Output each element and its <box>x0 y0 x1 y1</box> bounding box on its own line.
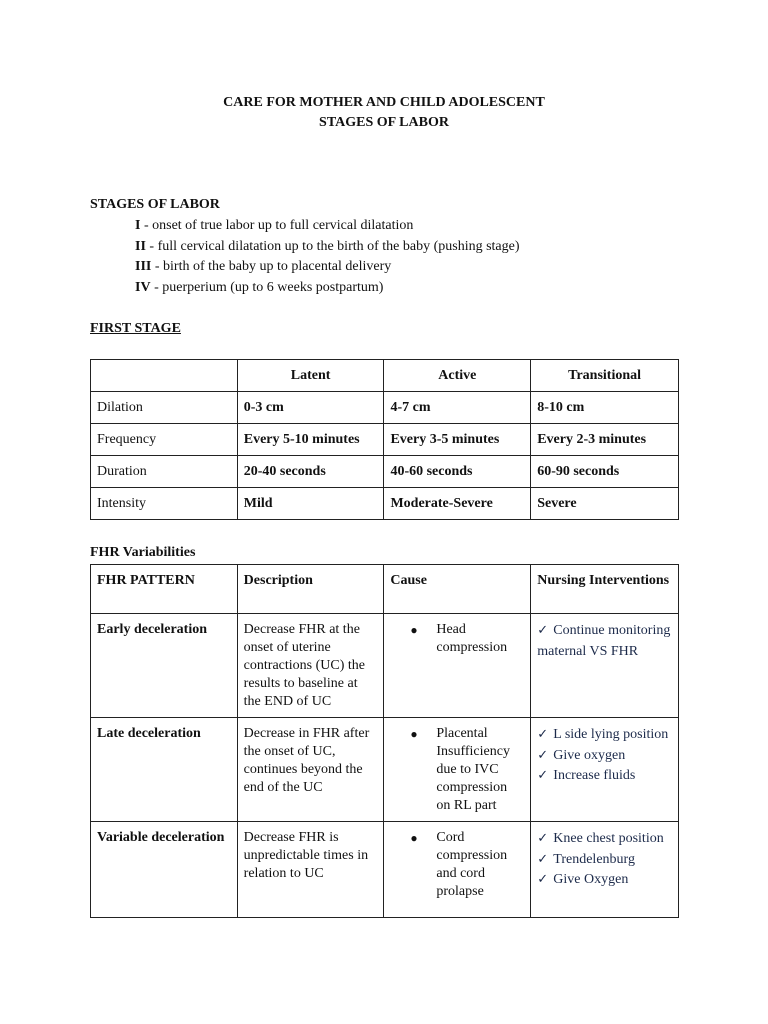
intervention-text: Knee chest position <box>553 831 664 846</box>
check-icon: ✓ <box>537 831 549 846</box>
fhr-heading-text: FHR Variabilities <box>90 545 196 560</box>
fhr-description-cell: Decrease in FHR after the onset of UC, continues beyond the end of the UC <box>237 718 384 822</box>
fhr-description-cell: Decrease FHR at the onset of uterine contractions (UC) the results to baseline at the END of UC <box>237 614 384 718</box>
cause-list-item <box>390 829 524 901</box>
check-icon: ✓ <box>537 623 549 638</box>
bullet-icon: ● <box>410 727 418 741</box>
document-subtitle: STAGES OF LABOR <box>319 115 449 130</box>
intervention-item <box>537 850 672 871</box>
cause-list-item <box>390 725 524 815</box>
stages-heading: STAGES OF LABOR <box>90 197 220 212</box>
column-header-latent: Latent <box>237 360 384 392</box>
fhr-cause-cell <box>384 614 531 718</box>
bullet-icon: ● <box>410 831 418 845</box>
table-row <box>91 614 679 718</box>
table-cell: 8-10 cm <box>531 392 679 424</box>
intervention-text: Trendelenburg <box>553 851 635 867</box>
column-header-cause: Cause <box>384 565 531 614</box>
column-header-pattern: FHR PATTERN <box>91 565 238 614</box>
check-icon: ✓ <box>537 768 549 783</box>
column-header-empty <box>91 360 238 392</box>
stage-item <box>135 216 520 237</box>
table-cell: 40-60 seconds <box>384 456 531 488</box>
table-row <box>91 392 679 424</box>
intervention-item <box>537 746 672 767</box>
fhr-description-cell: Decrease FHR is unpredictable times in relation to UC <box>237 822 384 918</box>
stage-description: - full cervical dilatation up to the birth of the baby (pushing stage) <box>145 238 520 254</box>
intervention-text: Continue monitoring maternal VS FHR <box>537 623 671 659</box>
table-row <box>91 424 679 456</box>
check-icon: ✓ <box>537 727 549 742</box>
intervention-text: L side lying position <box>553 727 669 742</box>
table-cell: Every 2-3 minutes <box>531 424 679 456</box>
fhr-heading <box>90 543 195 563</box>
row-label: Intensity <box>91 488 238 520</box>
fhr-pattern-cell: Variable deceleration <box>91 822 238 918</box>
fhr-cause-cell <box>384 718 531 822</box>
intervention-text: Increase fluids <box>553 768 636 783</box>
row-label: Dilation <box>91 392 238 424</box>
intervention-item <box>537 725 672 746</box>
intervention-item <box>537 621 672 662</box>
table-header-row <box>91 565 679 614</box>
intervention-text: Give Oxygen <box>553 872 629 887</box>
stage-description: - onset of true labor up to full cervical dilatation <box>140 218 414 233</box>
stage-number: III <box>135 259 152 274</box>
stage-item <box>135 257 520 278</box>
row-label: Frequency <box>91 424 238 456</box>
column-header-description: Description <box>237 565 384 614</box>
cause-text: Head compression <box>436 622 508 655</box>
fhr-pattern-cell: Early deceleration <box>91 614 238 718</box>
fhr-pattern-cell: Late deceleration <box>91 718 238 822</box>
intervention-item <box>537 766 672 787</box>
stage-number: II <box>135 238 146 254</box>
intervention-item <box>537 829 672 850</box>
stage-item <box>135 278 520 299</box>
intervention-text: Give oxygen <box>553 747 626 763</box>
stage-item <box>135 237 520 258</box>
column-header-active: Active <box>384 360 531 392</box>
stage-number: IV <box>135 279 151 295</box>
fhr-table <box>90 564 679 918</box>
fhr-cause-cell <box>384 822 531 918</box>
stage-number: I <box>135 218 141 233</box>
cause-text: Cord compression and cord prolapse <box>436 830 508 899</box>
table-cell: Every 5-10 minutes <box>237 424 384 456</box>
table-row <box>91 822 679 918</box>
first-stage-table <box>90 359 679 520</box>
table-row <box>91 456 679 488</box>
cause-list-item <box>390 621 524 657</box>
bullet-icon: ● <box>410 623 418 637</box>
fhr-interventions-cell <box>531 718 679 822</box>
table-cell: 20-40 seconds <box>237 456 384 488</box>
table-row <box>91 488 679 520</box>
table-cell: Severe <box>531 488 679 520</box>
intervention-item <box>537 870 672 891</box>
column-header-transitional: Transitional <box>531 360 679 392</box>
document-title: CARE FOR MOTHER AND CHILD ADOLESCENT <box>223 95 545 110</box>
table-header-row <box>91 360 679 392</box>
first-stage-heading: FIRST STAGE <box>90 321 181 336</box>
table-cell: 4-7 cm <box>384 392 531 424</box>
check-icon: ✓ <box>537 851 549 867</box>
stages-list <box>135 216 520 298</box>
column-header-interventions: Nursing Interventions <box>531 565 679 614</box>
cause-text: Placental Insufficiency due to IVC compression on RL part <box>436 726 510 813</box>
check-icon: ✓ <box>537 747 549 763</box>
stage-description: - birth of the baby up to placental delivery <box>151 259 392 274</box>
fhr-interventions-cell <box>531 822 679 918</box>
table-cell: Every 3-5 minutes <box>384 424 531 456</box>
table-cell: Moderate-Severe <box>384 488 531 520</box>
stage-description: - puerperium (up to 6 weeks postpartum) <box>150 279 384 295</box>
table-cell: 0-3 cm <box>237 392 384 424</box>
table-cell: 60-90 seconds <box>531 456 679 488</box>
fhr-interventions-cell <box>531 614 679 718</box>
table-row <box>91 718 679 822</box>
row-label: Duration <box>91 456 238 488</box>
check-icon: ✓ <box>537 872 549 887</box>
table-cell: Mild <box>237 488 384 520</box>
